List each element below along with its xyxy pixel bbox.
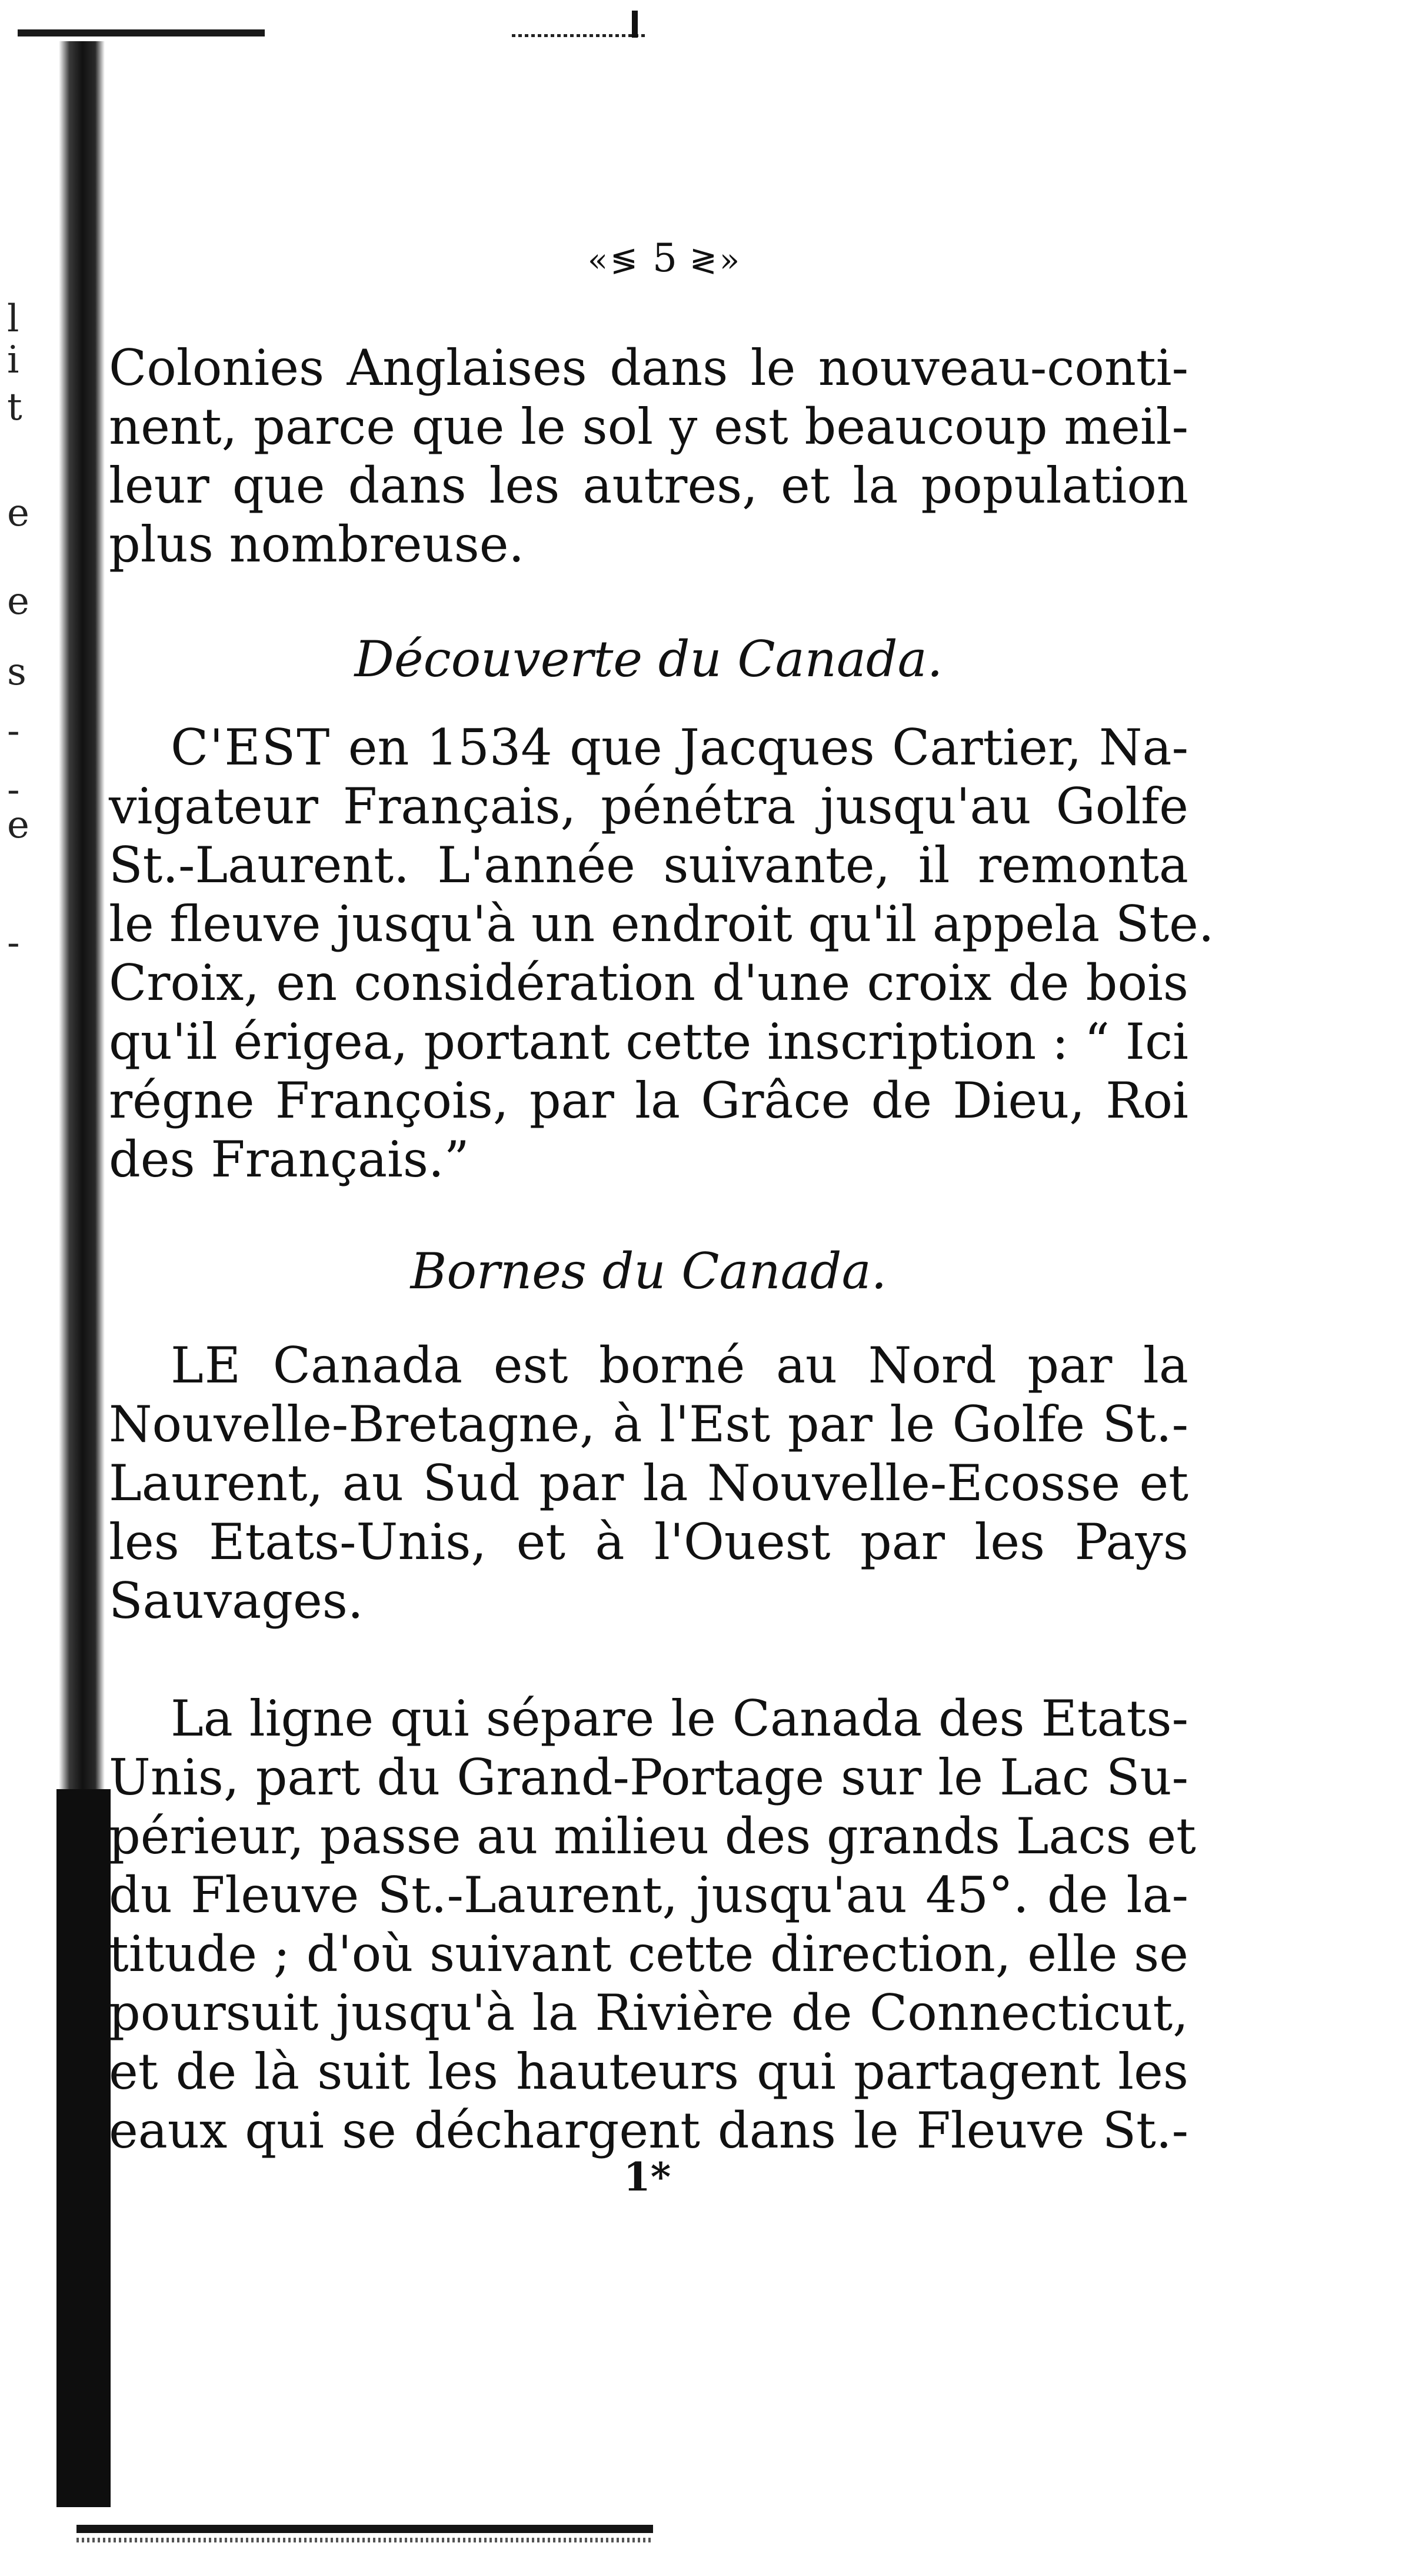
lead-line-rest: en 1534 que Jacques Cartier, Na-	[331, 719, 1188, 776]
text-line: qu'il érigea, portant cette inscription : “ Ici	[109, 1013, 1188, 1071]
text-line: du Fleuve St.-Laurent, jusqu'au 45°. de la-	[109, 1866, 1188, 1924]
text-line: des Français.”	[109, 1131, 469, 1188]
text-line: plus nombreuse.	[109, 516, 525, 573]
text-line: titude ; d'où suivant cette direction, elle se	[109, 1925, 1188, 1983]
text-line: St.-Laurent. L'année suivante, il remonta	[109, 836, 1188, 894]
text-line	[109, 718, 1188, 777]
page-number-header	[547, 235, 782, 281]
margin-letter: -	[7, 921, 20, 965]
text-line: poursuit jusqu'à la Rivière de Connecticut,	[109, 1984, 1188, 2042]
text-line: Croix, en considération d'une croix de bois	[109, 954, 1188, 1012]
scan-edge-top-dots	[512, 34, 647, 37]
paragraph-decouverte	[109, 718, 1214, 1189]
margin-letter: l	[7, 297, 19, 341]
text-line: Nouvelle-Bretagne, à l'Est par le Golfe St.-	[109, 1395, 1188, 1453]
text-line: les Etats-Unis, et à l'Ouest par les Pays	[109, 1513, 1188, 1571]
text-line: Sauvages.	[109, 1572, 364, 1630]
text-line: La ligne qui sépare le Canada des Etats-	[171, 1690, 1188, 1747]
text-line: périeur, passe au milieu des grands Lacs et	[109, 1807, 1196, 1865]
ornament-right-icon: ≷»	[689, 241, 742, 280]
text-line	[109, 1336, 1188, 1395]
text-line: et de là suit les hauteurs qui partagent les	[109, 2043, 1188, 2100]
text-line: le fleuve jusqu'à un endroit qu'il appela Ste.	[109, 895, 1214, 953]
ornament-left-icon: «≶	[587, 241, 641, 280]
paragraph-bornes	[109, 1336, 1188, 1630]
margin-letter: e	[7, 803, 29, 847]
scan-edge-bottom-dots	[76, 2538, 653, 2542]
margin-letter: e	[7, 580, 29, 623]
margin-letter: -	[7, 709, 20, 753]
margin-letter: i	[7, 338, 19, 382]
text-line: Colonies Anglaises dans le nouveau-conti-	[109, 339, 1188, 397]
margin-letter: e	[7, 491, 29, 535]
text-line: vigateur Français, pénétra jusqu'au Golfe	[109, 777, 1188, 835]
text-line: eaux qui se déchargent dans le Fleuve St.-	[109, 2102, 1188, 2159]
binding-shadow-lower	[56, 1789, 111, 2507]
scan-edge-top	[18, 29, 265, 36]
scan-edge-tick	[632, 11, 638, 38]
paragraph-ligne	[109, 1689, 1196, 2160]
lead-line-rest: Canada est borné au Nord par la	[242, 1337, 1188, 1394]
scan-edge-bottom	[76, 2525, 653, 2533]
margin-letter: t	[7, 385, 22, 429]
section-heading-bornes: Bornes du Canada.	[410, 1242, 887, 1300]
margin-letter: s	[7, 650, 26, 694]
paragraph-continuation	[109, 338, 1188, 574]
margin-letter: -	[7, 768, 20, 812]
text-line: Laurent, au Sud par la Nouvelle-Ecosse et	[109, 1454, 1188, 1512]
section-heading-decouverte: Découverte du Canada.	[354, 630, 943, 688]
lead-word: LE	[171, 1337, 242, 1394]
lead-word: C'EST	[171, 719, 331, 776]
signature-mark: 1*	[623, 2154, 671, 2200]
text-line: nent, parce que le sol y est beaucoup meil-	[109, 398, 1188, 456]
text-line: régne François, par la Grâce de Dieu, Roi	[109, 1072, 1188, 1129]
text-line: Unis, part du Grand-Portage sur le Lac Su-	[109, 1749, 1188, 1806]
text-line: leur que dans les autres, et la population	[109, 457, 1188, 514]
page-number: 5	[652, 235, 677, 281]
